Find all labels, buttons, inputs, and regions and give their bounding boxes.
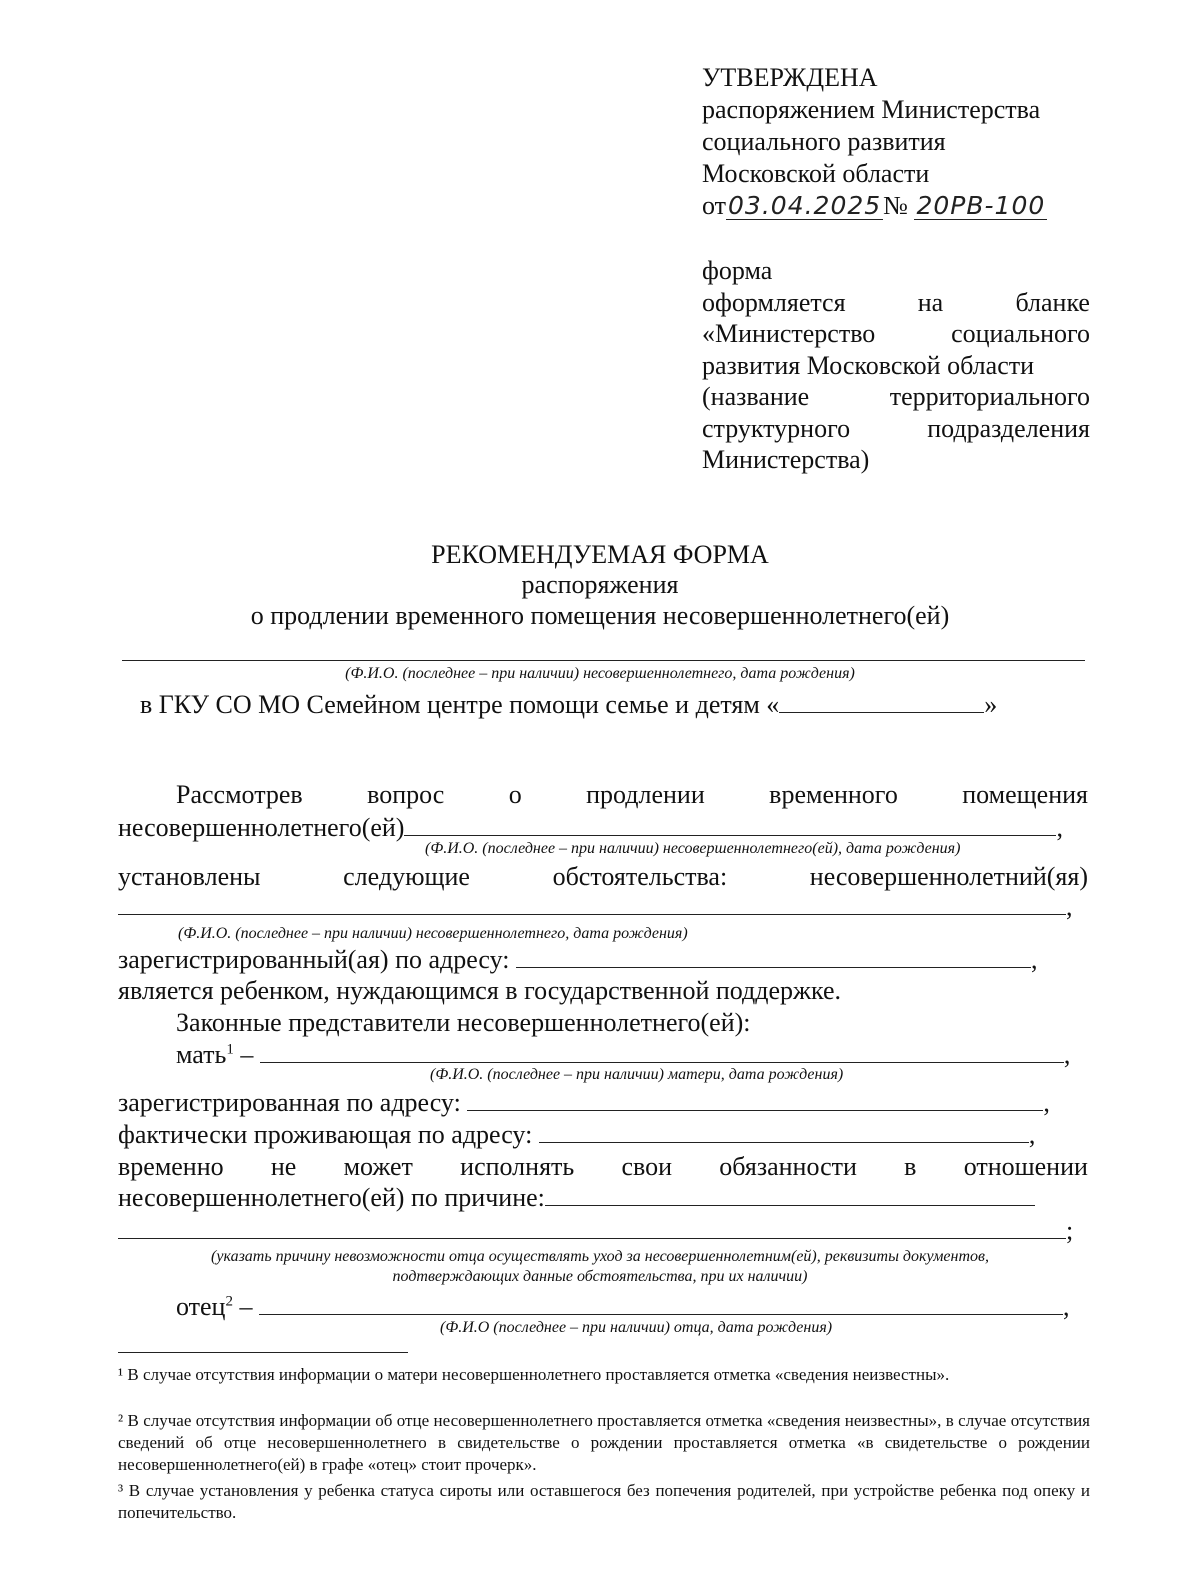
fio-field-father bbox=[259, 1292, 1063, 1315]
date-prefix: от bbox=[702, 191, 727, 220]
fio-field-minor bbox=[404, 813, 1056, 836]
reason-field-2 bbox=[118, 1216, 1066, 1239]
note-word: социального bbox=[951, 319, 1090, 348]
label-father: отец bbox=[176, 1292, 226, 1321]
word: вопрос bbox=[367, 780, 445, 809]
paragraph-2-line-1 bbox=[118, 862, 1088, 892]
footnote-1 bbox=[118, 1364, 1090, 1386]
approval-line-2: социального развития bbox=[702, 127, 946, 156]
approval-block bbox=[702, 62, 1047, 222]
title-line-2: распоряжения bbox=[521, 570, 679, 599]
note-line-5 bbox=[702, 381, 1090, 413]
footnote-mark-2: ² bbox=[118, 1411, 124, 1430]
footnote-ref-1: 1 bbox=[226, 1041, 234, 1058]
caption-1: (Ф.И.О. (последнее – при наличии) несовершеннолетнего, дата рождения) bbox=[345, 665, 855, 682]
paragraph-1-line-2 bbox=[118, 813, 1063, 843]
fio-field-mother bbox=[260, 1040, 1064, 1063]
caption-6: (Ф.И.О (последнее – при наличии) отца, дата рождения) bbox=[440, 1319, 833, 1336]
comma: , bbox=[1066, 892, 1073, 921]
word: временно bbox=[118, 1152, 224, 1181]
address-field-minor bbox=[516, 945, 1031, 968]
paragraph-3-line-1 bbox=[118, 1152, 1088, 1182]
title-line-1: РЕКОМЕНДУЕМАЯ ФОРМА bbox=[431, 540, 769, 569]
footnote-ref-2: 2 bbox=[225, 1293, 233, 1310]
mother-actual-line bbox=[118, 1120, 1035, 1150]
number-sign: № bbox=[883, 191, 908, 220]
label-mother: мать bbox=[176, 1040, 227, 1069]
approval-heading: УТВЕРЖДЕНА bbox=[702, 63, 878, 92]
word: установлены bbox=[118, 862, 261, 891]
label-mother-actual: фактически проживающая по адресу: bbox=[118, 1120, 533, 1149]
center-line bbox=[140, 690, 997, 720]
dash: – bbox=[233, 1040, 254, 1069]
registered-line bbox=[118, 945, 1038, 975]
approval-line-3: Московской области bbox=[702, 159, 930, 188]
note-line-6 bbox=[702, 413, 1090, 445]
approval-line-1: распоряжением Министерства bbox=[702, 95, 1041, 124]
word: несовершеннолетний(яя) bbox=[809, 862, 1088, 891]
comma: , bbox=[1043, 1088, 1050, 1117]
paragraph-1-line-1 bbox=[176, 780, 1088, 810]
word: в bbox=[904, 1152, 917, 1181]
footnote-text-1: В случае отсутствия информации о матери несовершеннолетнего проставляется отметка «сведения неизвестны». bbox=[123, 1365, 950, 1384]
note-word: структурного bbox=[702, 413, 851, 443]
footnote-text-2: В случае отсутствия информации об отце несовершеннолетнего проставляется отметка «сведения неизвестны», в случае отсутствия сведений об отце несовершеннолетнего в свидетельстве о рождении проставляется отметка «в свидетельстве о рождении несовершеннолетнего(ей) в графе «отец» стоит прочерк». bbox=[118, 1411, 1090, 1474]
fio-line-1 bbox=[122, 660, 1085, 661]
caption-2: (Ф.И.О. (последнее – при наличии) несовершеннолетнего(ей), дата рождения) bbox=[425, 840, 961, 857]
note-word: «Министерство bbox=[702, 319, 876, 348]
comma: , bbox=[1063, 1040, 1071, 1069]
caption-3: (Ф.И.О. (последнее – при наличии) несовершеннолетнего, дата рождения) bbox=[178, 925, 688, 942]
caption-4: (Ф.И.О. (последнее – при наличии) матери, дата рождения) bbox=[430, 1066, 844, 1083]
word: может bbox=[343, 1152, 413, 1181]
comma: , bbox=[1028, 1120, 1036, 1149]
center-name-field bbox=[779, 690, 984, 713]
note-word: бланке bbox=[1015, 287, 1090, 317]
fio-field-minor-2 bbox=[118, 892, 1066, 915]
title-line-3: о продлении временного помещения несовершеннолетнего(ей) bbox=[250, 601, 950, 630]
footnote-2 bbox=[118, 1410, 1090, 1476]
caption-5a: (указать причину невозможности отца осуществлять уход за несовершеннолетним(ей), реквизиты документов, bbox=[211, 1248, 989, 1265]
note-word: на bbox=[917, 287, 944, 317]
word: исполнять bbox=[460, 1152, 575, 1181]
word: отношении bbox=[963, 1152, 1088, 1181]
note-line-4: развития Московской области bbox=[702, 350, 1035, 380]
note-word: подразделения bbox=[927, 413, 1090, 443]
father-line bbox=[176, 1292, 1069, 1322]
word: обязанности bbox=[719, 1152, 857, 1181]
dash: – bbox=[232, 1292, 253, 1321]
center-text: в ГКУ СО МО Семейном центре помощи семье и детям « bbox=[140, 690, 780, 719]
word: обстоятельства: bbox=[552, 862, 728, 891]
is-child-line: является ребенком, нуждающимся в государственной поддержке. bbox=[118, 976, 842, 1005]
approval-date-line bbox=[702, 190, 1047, 222]
caption-5b: подтверждающих данные обстоятельства, при их наличии) bbox=[392, 1268, 808, 1285]
word: не bbox=[270, 1152, 297, 1181]
comma: , bbox=[1056, 813, 1063, 842]
word: Рассмотрев bbox=[176, 780, 303, 809]
note-word: (название bbox=[702, 382, 810, 411]
word: помещения bbox=[962, 780, 1088, 809]
reason-field bbox=[545, 1183, 1035, 1206]
center-quote-close: » bbox=[984, 690, 998, 719]
note-word: оформляется bbox=[702, 287, 846, 317]
footnote-text-3: В случае установления у ребенка статуса сироты или оставшегося без попечения родителей, при устройстве ребенка под опеку и попечительство. bbox=[118, 1481, 1090, 1522]
note-line-1: форма bbox=[702, 256, 773, 285]
approval-number: 20РВ-100 bbox=[916, 191, 1046, 220]
legal-reps-line: Законные представители несовершеннолетнего(ей): bbox=[176, 1008, 751, 1037]
word: о bbox=[508, 780, 522, 809]
paragraph-3-line-2 bbox=[118, 1183, 1035, 1213]
label-minor: несовершеннолетнего(ей) bbox=[118, 813, 405, 842]
note-word: территориального bbox=[889, 382, 1090, 411]
label-reason: несовершеннолетнего(ей) по причине: bbox=[118, 1183, 545, 1212]
footnote-mark-1: ¹ bbox=[118, 1365, 124, 1384]
word: продлении bbox=[586, 780, 705, 809]
mother-registered-line bbox=[118, 1088, 1050, 1118]
word: временного bbox=[769, 780, 898, 809]
note-line-2 bbox=[702, 287, 1090, 319]
semicolon: ; bbox=[1066, 1216, 1074, 1245]
approval-date: 03.04.2025 bbox=[728, 191, 882, 220]
form-blank-note bbox=[702, 255, 1090, 476]
note-line-3 bbox=[702, 318, 1090, 350]
address-field-mother bbox=[467, 1088, 1043, 1111]
label-mother-registered: зарегистрированная по адресу: bbox=[118, 1088, 461, 1117]
footnote-separator bbox=[118, 1352, 408, 1353]
word: следующие bbox=[343, 862, 470, 891]
reason-line-2 bbox=[118, 1216, 1073, 1246]
comma: , bbox=[1031, 945, 1038, 974]
note-line-7: Министерства) bbox=[702, 445, 870, 474]
footnote-3 bbox=[118, 1480, 1090, 1524]
actual-address-field-mother bbox=[539, 1120, 1029, 1143]
comma: , bbox=[1062, 1292, 1070, 1321]
label-registered: зарегистрированный(ая) по адресу: bbox=[118, 945, 510, 974]
word: свои bbox=[621, 1152, 673, 1181]
footnote-mark-3: ³ bbox=[118, 1481, 124, 1500]
paragraph-2-line-2 bbox=[118, 892, 1073, 922]
